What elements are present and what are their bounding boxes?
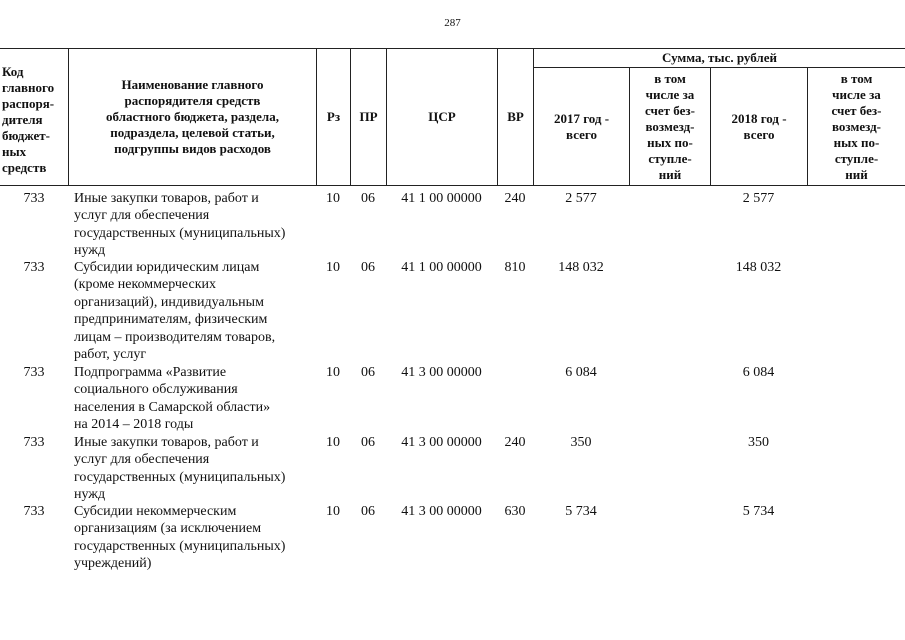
row-csr: 41 1 00 00000 bbox=[401, 191, 482, 206]
header-pr: ПР bbox=[359, 108, 378, 124]
row-pr: 06 bbox=[361, 435, 375, 450]
row-rz: 10 bbox=[326, 504, 340, 519]
header-2017-bv: в том числе за счет без- возмезд- ных по- ступле- ний bbox=[645, 70, 695, 182]
row-pr: 06 bbox=[361, 504, 375, 519]
row-name: Иные закупки товаров, работ и услуг для обеспечения государственных (муниципальных) нужд bbox=[74, 435, 286, 503]
row-2017-total: 2 577 bbox=[565, 191, 597, 206]
row-2018-total: 5 734 bbox=[742, 504, 775, 519]
row-kod: 733 bbox=[23, 435, 45, 450]
row-2017-total: 148 032 bbox=[558, 260, 604, 275]
header-kod: Код главного распоря- дителя бюджет- ных средств bbox=[2, 64, 55, 175]
row-2017-total: 6 084 bbox=[565, 365, 597, 380]
row-rz: 10 bbox=[326, 260, 340, 275]
header-name: Наименование главного распорядителя средств областного бюджета, раздела, подраздела, целевой статьи, подгруппы видов расходов bbox=[106, 76, 279, 156]
row-name: Субсидии некоммерческим организациям (за исключением государственных (муниципальных) учреждений) bbox=[74, 504, 286, 572]
row-2018-total: 2 577 bbox=[742, 191, 775, 206]
row-2018-total: 6 084 bbox=[742, 365, 775, 380]
header-csr: ЦСР bbox=[428, 108, 456, 124]
row-rz: 10 bbox=[326, 435, 340, 450]
row-name: Субсидии юридическим лицам (кроме некоммерческих организаций), индивидуальным предпринимателям, физическим лицам – производителям товаров, работ, услуг bbox=[74, 260, 276, 363]
row-vr: 240 bbox=[504, 435, 526, 450]
row-csr: 41 3 00 00000 bbox=[401, 435, 482, 450]
row-csr: 41 1 00 00000 bbox=[401, 260, 482, 275]
row-kod: 733 bbox=[23, 504, 45, 519]
row-2017-total: 350 bbox=[570, 435, 592, 450]
row-name: Подпрограмма «Развитие социального обслуживания населения в Самарской области» на 2014 – 2018 годы bbox=[74, 365, 271, 433]
row-csr: 41 3 00 00000 bbox=[401, 504, 482, 519]
row-2017-total: 5 734 bbox=[565, 504, 597, 519]
row-rz: 10 bbox=[326, 191, 340, 206]
header-2018-total: 2018 год - всего bbox=[731, 110, 787, 142]
row-pr: 06 bbox=[361, 191, 375, 206]
row-vr: 240 bbox=[504, 191, 526, 206]
header-summa: Сумма, тыс. рублей bbox=[662, 50, 777, 65]
header-2018-bv: в том числе за счет без- возмезд- ных по- ступле- ний bbox=[831, 70, 882, 182]
row-kod: 733 bbox=[23, 260, 45, 275]
row-2018-total: 350 bbox=[748, 435, 769, 450]
header-vr: ВР bbox=[507, 108, 524, 124]
header-2017-total: 2017 год - всего bbox=[553, 110, 610, 142]
row-vr: 810 bbox=[504, 260, 526, 275]
row-kod: 733 bbox=[23, 191, 45, 206]
row-name: Иные закупки товаров, работ и услуг для обеспечения государственных (муниципальных) нужд bbox=[74, 191, 286, 259]
row-kod: 733 bbox=[23, 365, 45, 380]
row-pr: 06 bbox=[361, 365, 375, 380]
row-vr: 630 bbox=[504, 504, 526, 519]
header-rz: Рз bbox=[326, 108, 341, 124]
row-2018-total: 148 032 bbox=[735, 260, 782, 275]
row-csr: 41 3 00 00000 bbox=[401, 365, 482, 380]
row-pr: 06 bbox=[361, 260, 375, 275]
row-rz: 10 bbox=[326, 365, 340, 380]
page-number: 287 bbox=[444, 17, 461, 29]
